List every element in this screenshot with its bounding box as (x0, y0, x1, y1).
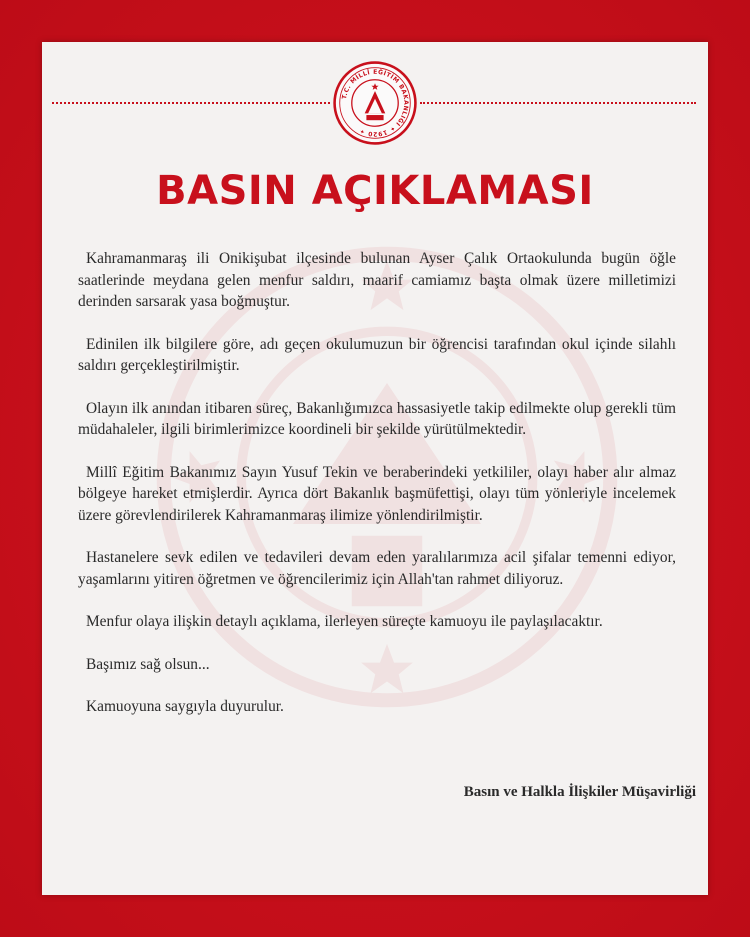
paragraph: Millî Eğitim Bakanımız Sayın Yusuf Tekin ve beraberindeki yetkililer, olayı haber alır almaz bölgeye hareket etmişlerdir. Ayrıca dört Bakanlık başmüfettişi, olayı tüm yönleriyle incelemek üzere görevlendirilerek Kahramanmaraş ilimize yönlendirilmiştir. (78, 463, 676, 524)
paragraph: Edinilen ilk bilgilere göre, adı geçen okulumuzun bir öğrencisi tarafından okul içinde silahlı saldırı gerçekleştirilmiştir. (78, 335, 676, 374)
svg-text:T.C. MİLLÎ EĞİTİM BAKANLIĞI ✦: T.C. MİLLÎ EĞİTİM BAKANLIĞI ✦ 1920 ✦ (341, 68, 410, 138)
press-release-body (78, 248, 676, 739)
signature: Basın ve Halkla İlişkiler Müşavirliği (463, 784, 696, 800)
paragraph: Başımız sağ olsun... (86, 655, 210, 673)
header-divider-right (420, 102, 696, 104)
paragraph: Hastanelere sevk edilen ve tedavileri devam eden yaralılarımıza acil şifalar temenni ediyor, yaşamlarını yitiren öğretmen ve öğrencilerimiz için Allah'tan rahmet diliyoruz. (78, 549, 676, 588)
page-title: BASIN AÇIKLAMASI (156, 168, 594, 214)
document-page (42, 42, 708, 895)
paragraph: Kamuoyuna saygıyla duyurulur. (86, 698, 284, 715)
paragraph: Menfur olaya ilişkin detaylı açıklama, ilerleyen süreçte kamuoyu ile paylaşılacaktır. (86, 613, 603, 630)
paragraph: Olayın ilk anından itibaren süreç, Bakanlığımızca hassasiyetle takip edilmekte olup gerekli tüm müdahaleler, ilgili birimlerimizce koordineli bir şekilde yürütülmektedir. (78, 399, 676, 438)
header-divider-left (52, 102, 330, 104)
ministry-seal-icon (332, 60, 418, 146)
paragraph: Kahramanmaraş ili Onikişubat ilçesinde bulunan Ayser Çalık Ortaokulunda bugün öğle saatlerinde meydana gelen menfur saldırı, maarif camiamız başta olmak üzere milletimizi derinden sarsarak yasa boğmuştur. (78, 250, 676, 310)
